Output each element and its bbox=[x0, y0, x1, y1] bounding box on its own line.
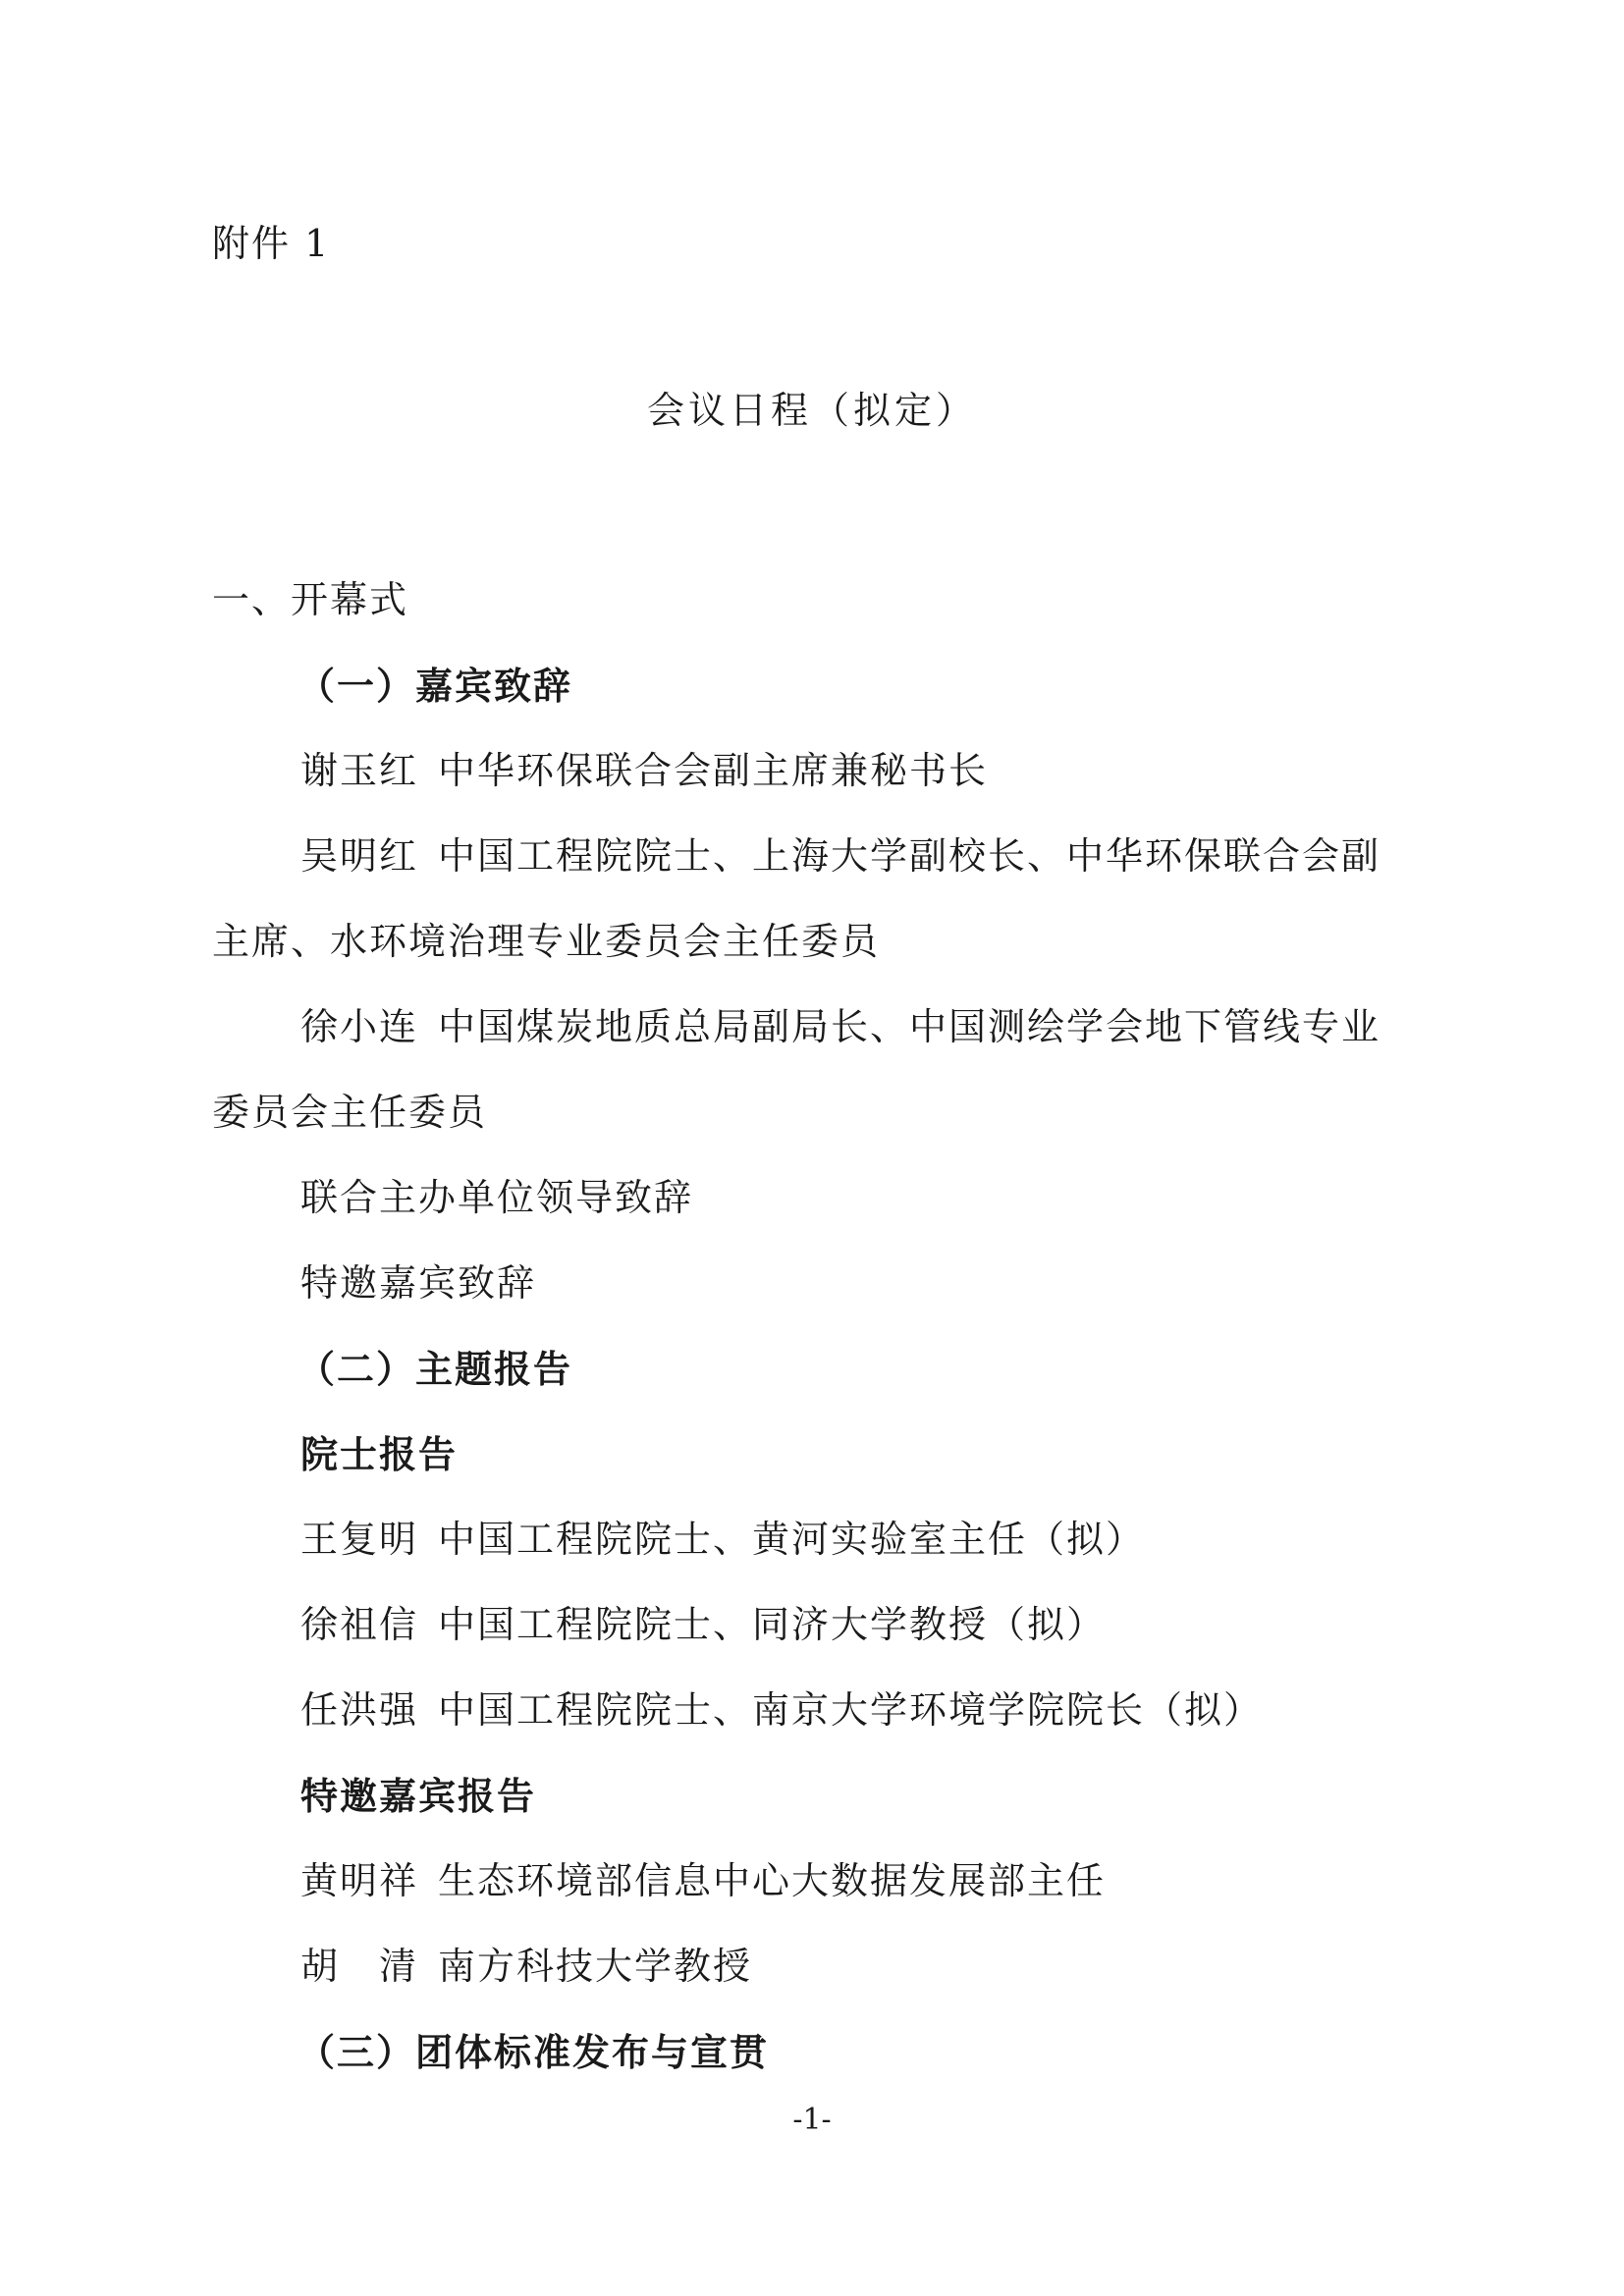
agenda-item-joint-host-speech: 联合主办单位领导致辞 bbox=[300, 1176, 694, 1219]
speaker-line bbox=[212, 1924, 1430, 2009]
speaker-title: 中国工程院院士、黄河实验室主任（拟） bbox=[438, 1518, 1146, 1561]
speaker-name: 王复明 bbox=[300, 1518, 419, 1561]
speaker-title: 中国工程院院士、同济大学教授（拟） bbox=[438, 1603, 1107, 1646]
attachment-label: 附件 1 bbox=[212, 222, 331, 265]
section-heading-opening: 一、开幕式 bbox=[212, 578, 409, 621]
speaker-line bbox=[212, 728, 1430, 814]
speaker-title: 中国煤炭地质总局副局长、中国测绘学会地下管线专业 bbox=[438, 1005, 1381, 1048]
speaker-name: 徐小连 bbox=[300, 1005, 419, 1048]
speaker-title: 中华环保联合会副主席兼秘书长 bbox=[438, 749, 989, 792]
academician-reports-heading: 院士报告 bbox=[300, 1432, 459, 1476]
speaker-line bbox=[212, 1582, 1430, 1668]
subsection-heading-keynote: （二）主题报告 bbox=[298, 1347, 573, 1391]
speaker-line bbox=[212, 985, 1430, 1070]
speaker-line bbox=[212, 1839, 1430, 1924]
speaker-name: 黄明祥 bbox=[300, 1859, 419, 1902]
speaker-title-continuation: 主席、水环境治理专业委员会主任委员 bbox=[212, 920, 881, 963]
speaker-title: 南方科技大学教授 bbox=[438, 1945, 753, 1988]
page-title: 会议日程（拟定） bbox=[646, 389, 977, 432]
document-body bbox=[212, 558, 1430, 2095]
page-number: -1- bbox=[792, 2103, 832, 2137]
speaker-name: 谢玉红 bbox=[300, 749, 419, 792]
agenda-item-guest-speech: 特邀嘉宾致辞 bbox=[300, 1261, 537, 1305]
speaker-name: 吴明红 bbox=[300, 834, 419, 878]
subsection-heading-speeches: （一）嘉宾致辞 bbox=[298, 664, 573, 708]
speaker-line bbox=[212, 1668, 1430, 1753]
speaker-title: 中国工程院院士、上海大学副校长、中华环保联合会副 bbox=[438, 834, 1381, 878]
speaker-name: 徐祖信 bbox=[300, 1603, 419, 1646]
guest-reports-heading: 特邀嘉宾报告 bbox=[300, 1774, 537, 1818]
speaker-title: 生态环境部信息中心大数据发展部主任 bbox=[438, 1859, 1107, 1902]
speaker-title-continuation: 委员会主任委员 bbox=[212, 1091, 488, 1134]
speaker-title: 中国工程院院士、南京大学环境学院院长（拟） bbox=[438, 1688, 1264, 1732]
speaker-line bbox=[212, 814, 1430, 899]
speaker-line bbox=[212, 1497, 1430, 1582]
speaker-name: 胡 清 bbox=[300, 1945, 419, 1988]
speaker-name: 任洪强 bbox=[300, 1688, 419, 1732]
subsection-heading-standards: （三）团体标准发布与宣贯 bbox=[298, 2030, 770, 2074]
